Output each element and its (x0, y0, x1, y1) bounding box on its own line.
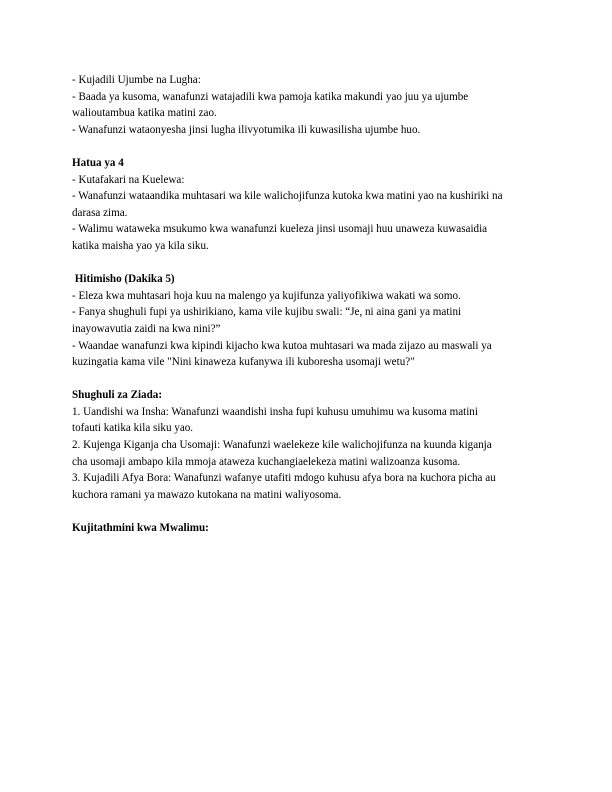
text-line: darasa zima. (72, 206, 128, 219)
text-line: cha usomaji ambapo kila mmoja ataweza kuchangiaelekeza matini walizoanza kusoma. (72, 455, 461, 468)
section-step-4 (72, 155, 542, 255)
text-line: 3. Kujadili Afya Bora: Wanafunzi wafanye utafiti mdogo kuhusu afya bora na kuchora picha au (72, 472, 496, 485)
text-line: tofauti katika kila siku yao. (72, 422, 194, 435)
text-line: walioutambua katika matini zao. (72, 107, 217, 120)
section-discussion (72, 72, 542, 138)
text-line: - Eleza kwa muhtasari hoja kuu na malengo ya kujifunza yaliyofikiwa wakati wa somo. (72, 289, 461, 302)
paragraph-gap (72, 371, 542, 388)
text-line: - Walimu wataweka msukumo kwa wanafunzi kueleza jinsi usomaji huu unaweza kuwasaidia (72, 223, 488, 236)
section-heading: Kujitathmini kwa Mwalimu: (72, 522, 209, 535)
section-heading: Hatua ya 4 (72, 156, 124, 169)
text-line: 2. Kujenga Kiganja cha Usomaji: Wanafunzi waelekeze kile walichojifunza na kuunda kiganja (72, 439, 492, 452)
section-conclusion (72, 271, 542, 371)
text-line: - Fanya shughuli fupi ya ushirikiano, kama vile kujibu swali: “Je, ni aina gani ya matini (72, 306, 462, 319)
paragraph-gap (72, 503, 542, 520)
paragraph-gap (72, 138, 542, 155)
text-line: - Wanafunzi wataonyesha jinsi lugha ilivyotumika ili kuwasilisha ujumbe huo. (72, 123, 421, 136)
text-line: 1. Uandishi wa Insha: Wanafunzi waandishi insha fupi kuhusu umuhimu wa kusoma matini (72, 405, 478, 418)
text-line: - Wanafunzi wataandika muhtasari wa kile walichojifunza kutoka kwa matini yao na kushiriki na (72, 190, 503, 203)
section-heading: Shughuli za Ziada: (72, 389, 163, 402)
text-line: - Kujadili Ujumbe na Lugha: (72, 74, 201, 86)
section-heading: Hitimisho (Dakika 5) (72, 273, 175, 286)
text-line: - Waandae wanafunzi kwa kipindi kijacho kwa kutoa muhtasari wa mada zijazo au maswali ya (72, 339, 492, 352)
text-line: kuzingatia kama vile "Nini kinaweza kufanywa ili kuboresha usomaji wetu?" (72, 356, 415, 369)
text-line: - Baada ya kusoma, wanafunzi watajadili kwa pamoja katika makundi yao juu ya ujumbe (72, 90, 469, 103)
section-extra-activities (72, 387, 542, 503)
text-line: - Kutafakari na Kuelewa: (72, 173, 185, 186)
text-line: kuchora ramani ya mawazo kutokana na matini waliyosoma. (72, 488, 342, 501)
paragraph-gap (72, 255, 542, 272)
section-teacher-self-assessment (72, 520, 542, 537)
document-body (72, 72, 542, 537)
text-line: katika maisha yao ya kila siku. (72, 239, 209, 252)
text-line: inayowavutia zaidi na kwa nini?” (72, 322, 221, 335)
